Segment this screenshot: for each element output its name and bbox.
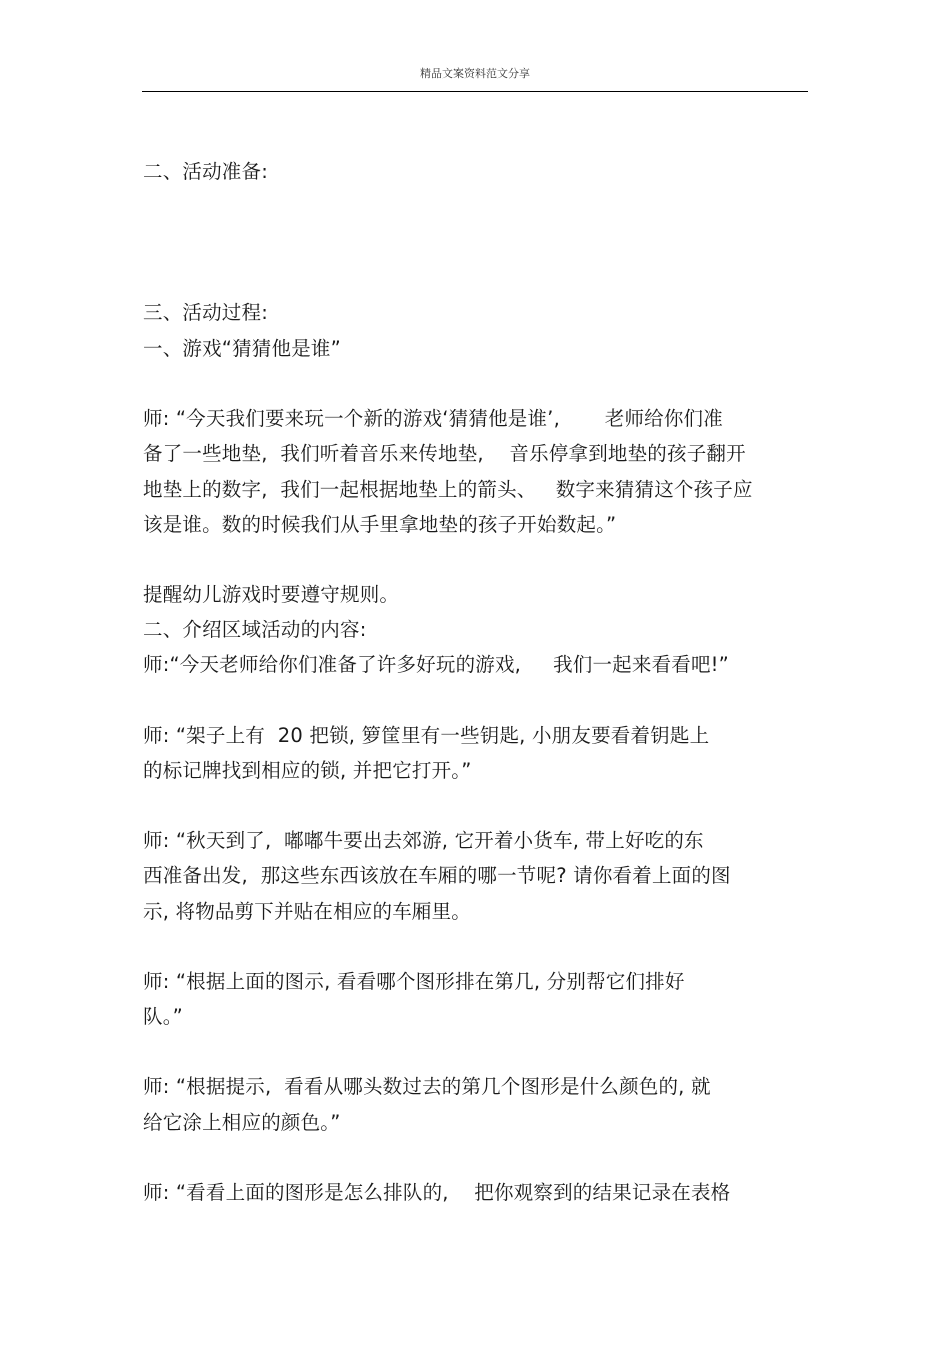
subheading-activities: 二、介绍区域活动的内容: xyxy=(143,618,367,641)
paragraph-line: 师: “根据提示, 看看从哪头数过去的第几个图形是什么颜色的, 就 xyxy=(143,1075,711,1098)
paragraph-line: 师:“今天老师给你们准备了许多好玩的游戏, 我们一起来看看吧!” xyxy=(143,653,729,676)
paragraph-line: 队。” xyxy=(143,1005,183,1028)
paragraph-line: 备了一些地垫, 我们听着音乐来传地垫, 音乐停拿到地垫的孩子翻开 xyxy=(143,442,746,465)
section-heading-process: 三、活动过程: xyxy=(143,301,268,324)
paragraph-line: 示, 将物品剪下并贴在相应的车厢里。 xyxy=(143,900,471,923)
paragraph-line: 该是谁。数的时候我们从手里拿地垫的孩子开始数起。” xyxy=(143,513,617,536)
paragraph-line: 地垫上的数字, 我们一起根据地垫上的箭头、 数字来猜猜这个孩子应 xyxy=(143,478,753,501)
paragraph-line: 师: “今天我们要来玩一个新的游戏‘猜猜他是谁’, 老师给你们准 xyxy=(143,407,723,430)
section-heading-preparation: 二、活动准备: xyxy=(143,160,268,183)
paragraph-line: 给它涂上相应的颜色。” xyxy=(143,1111,341,1134)
paragraph-line: 西准备出发, 那这些东西该放在车厢的哪一节呢? 请你看着上面的图 xyxy=(143,864,731,887)
subheading-game: 一、游戏“猜猜他是谁” xyxy=(143,337,341,360)
paragraph-line: 师: “秋天到了, 嘟嘟牛要出去郊游, 它开着小货车, 带上好吃的东 xyxy=(143,829,704,852)
header-divider xyxy=(142,91,808,92)
paragraph-line: 的标记牌找到相应的锁, 并把它打开。” xyxy=(143,759,472,782)
paragraph-line: 师: “架子上有 20 把锁, 箩筐里有一些钥匙, 小朋友要看着钥匙上 xyxy=(143,724,710,747)
paragraph-line: 师: “看看上面的图形是怎么排队的, 把你观察到的结果记录在表格 xyxy=(143,1181,731,1204)
page-header: 精品文案资料范文分享 xyxy=(420,67,530,80)
paragraph-line: 师: “根据上面的图示, 看看哪个图形排在第几, 分别帮它们排好 xyxy=(143,970,685,993)
paragraph-line: 提醒幼儿游戏时要遵守规则。 xyxy=(143,583,400,606)
